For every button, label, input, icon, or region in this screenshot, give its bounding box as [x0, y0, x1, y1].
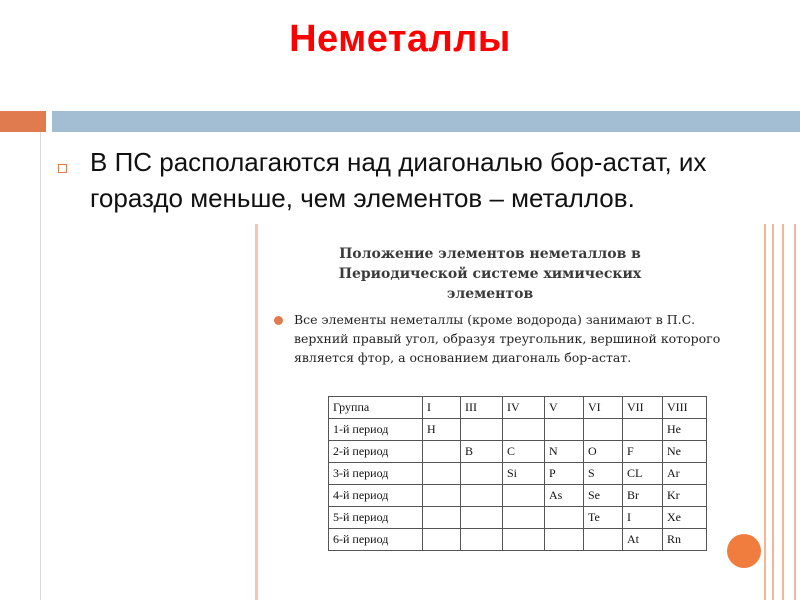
table-cell: B: [461, 441, 503, 463]
table-cell: Ar: [663, 463, 707, 485]
table-cell: Se: [584, 485, 623, 507]
table-cell: [461, 485, 503, 507]
table-row: [329, 463, 707, 485]
table-row: [329, 507, 707, 529]
table-cell: P: [545, 463, 584, 485]
image-title-line: Периодической системе химических: [338, 266, 642, 282]
round-bullet-icon: [274, 316, 283, 325]
table-cell: [461, 529, 503, 551]
table-cell: [503, 507, 545, 529]
accent-bar-left: [0, 111, 46, 132]
elements-table: [328, 396, 707, 551]
table-row: [329, 441, 707, 463]
table-cell: H: [423, 419, 461, 441]
decorative-stripes: [760, 224, 800, 600]
table-cell: 2-й период: [329, 441, 423, 463]
table-cell: [545, 507, 584, 529]
table-cell: 1-й период: [329, 419, 423, 441]
table-cell: Te: [584, 507, 623, 529]
table-header-cell: VIII: [663, 397, 707, 419]
table-cell: S: [584, 463, 623, 485]
table-cell: Br: [623, 485, 663, 507]
table-header-cell: III: [461, 397, 503, 419]
table-row: [329, 419, 707, 441]
table-cell: O: [584, 441, 623, 463]
table-cell: [584, 529, 623, 551]
table-cell: As: [545, 485, 584, 507]
table-header-cell: IV: [503, 397, 545, 419]
table-cell: Ne: [663, 441, 707, 463]
table-cell: [423, 441, 461, 463]
table-header-cell: V: [545, 397, 584, 419]
table-row: [329, 485, 707, 507]
table-cell: He: [663, 419, 707, 441]
table-cell: [503, 485, 545, 507]
image-title-line: Положение элементов неметаллов в: [339, 246, 641, 262]
orange-circle-icon: [727, 534, 761, 568]
table-cell: [461, 463, 503, 485]
table-cell: [545, 419, 584, 441]
table-cell: F: [623, 441, 663, 463]
table-cell: I: [623, 507, 663, 529]
accent-bar-right: [52, 111, 800, 132]
table-cell: N: [545, 441, 584, 463]
table-cell: [545, 529, 584, 551]
table-cell: CL: [623, 463, 663, 485]
table-cell: At: [623, 529, 663, 551]
square-bullet-icon: [58, 164, 67, 173]
table-cell: [623, 419, 663, 441]
main-bullet-text: В ПС располагаются над диагональю бор-астат, их гораздо меньше, чем элементов – металлов.: [90, 147, 707, 213]
table-cell: [503, 419, 545, 441]
table-header-cell: VII: [623, 397, 663, 419]
table-header-row: [329, 397, 707, 419]
table-cell: [423, 463, 461, 485]
table-cell: [503, 529, 545, 551]
table-cell: Xe: [663, 507, 707, 529]
table-row: [329, 529, 707, 551]
table-cell: 5-й период: [329, 507, 423, 529]
image-title: [270, 244, 710, 304]
table-cell: [461, 507, 503, 529]
table-cell: [423, 529, 461, 551]
table-cell: 3-й период: [329, 463, 423, 485]
table-cell: Kr: [663, 485, 707, 507]
table-cell: [423, 507, 461, 529]
table-header-cell: I: [423, 397, 461, 419]
slide-title: Неметаллы: [289, 18, 511, 60]
table-cell: C: [503, 441, 545, 463]
image-bullet-text: Все элементы неметаллы (кроме водорода) занимают в П.С. верхний правый угол, образуя треугольник, вершиной которого является фтор, а основанием диагональ бор-астат.: [294, 312, 721, 365]
table-cell: [461, 419, 503, 441]
table-cell: Si: [503, 463, 545, 485]
image-title-line: элементов: [446, 286, 534, 302]
table-cell: Rn: [663, 529, 707, 551]
table-cell: 6-й период: [329, 529, 423, 551]
left-guide-line: [40, 132, 49, 600]
table-cell: [423, 485, 461, 507]
table-cell: 4-й период: [329, 485, 423, 507]
table-header-cell: Группа: [329, 397, 423, 419]
table-header-cell: VI: [584, 397, 623, 419]
table-cell: [584, 419, 623, 441]
